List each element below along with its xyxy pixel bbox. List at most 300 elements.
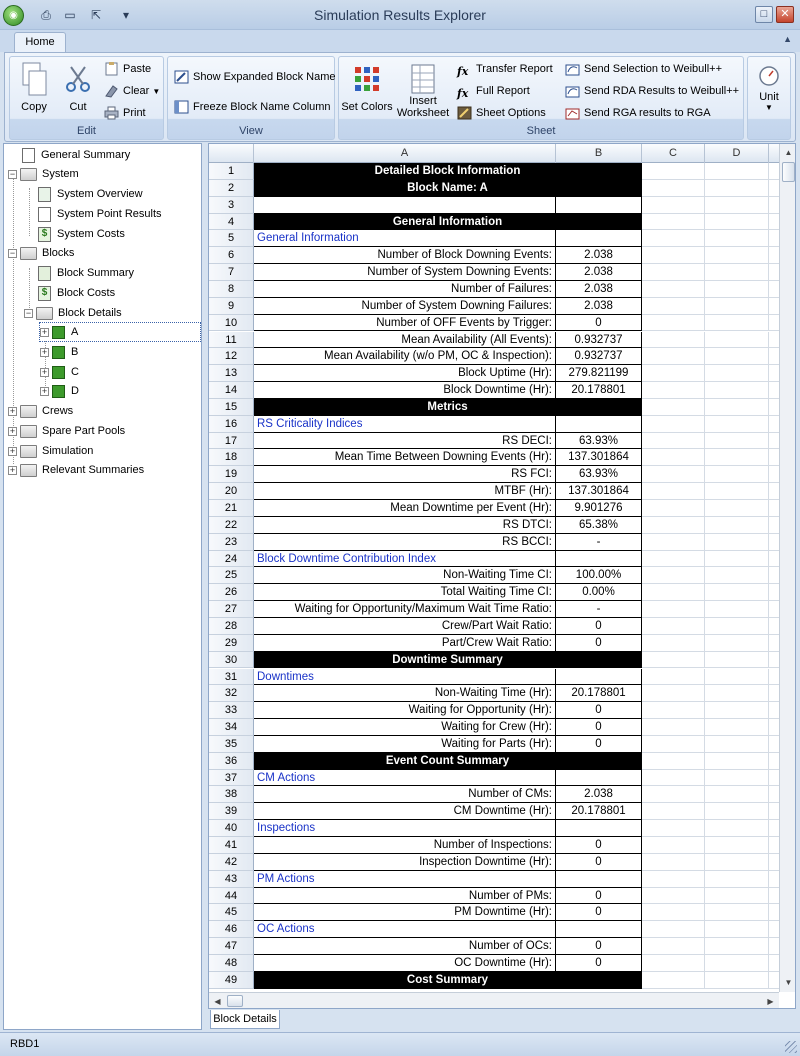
row-number[interactable]: 36 xyxy=(209,753,254,770)
export-icon[interactable]: ⇱ xyxy=(90,8,102,22)
row-number[interactable]: 16 xyxy=(209,416,254,433)
value-cell[interactable] xyxy=(556,871,642,888)
value-cell[interactable]: 2.038 xyxy=(556,786,642,803)
value-cell[interactable] xyxy=(556,669,642,686)
empty-cell[interactable] xyxy=(705,332,769,349)
ribbon-minimize-icon[interactable]: ▲ xyxy=(783,34,792,44)
empty-cell[interactable] xyxy=(705,230,769,247)
section-label-cell[interactable]: CM Actions xyxy=(254,770,556,787)
row-number[interactable]: 19 xyxy=(209,466,254,483)
cut-button[interactable] xyxy=(58,61,98,113)
empty-cell[interactable] xyxy=(642,281,705,298)
sheet-options-button[interactable] xyxy=(457,103,546,123)
label-cell[interactable]: Number of OCs: xyxy=(254,938,556,955)
tree-item-blocks[interactable] xyxy=(8,244,74,262)
row-number[interactable]: 31 xyxy=(209,669,254,686)
section-label-cell[interactable]: OC Actions xyxy=(254,921,556,938)
empty-cell[interactable] xyxy=(642,601,705,618)
insert-worksheet-button[interactable] xyxy=(395,61,451,119)
label-cell[interactable]: MTBF (Hr): xyxy=(254,483,556,500)
empty-cell[interactable] xyxy=(642,652,705,669)
empty-cell[interactable] xyxy=(705,904,769,921)
empty-cell[interactable] xyxy=(642,197,705,214)
label-cell[interactable]: Number of CMs: xyxy=(254,786,556,803)
section-label-cell[interactable]: Downtimes xyxy=(254,669,556,686)
empty-cell[interactable] xyxy=(642,669,705,686)
label-cell[interactable]: Mean Downtime per Event (Hr): xyxy=(254,500,556,517)
value-cell[interactable]: 20.178801 xyxy=(556,685,642,702)
paste-button[interactable] xyxy=(104,59,151,79)
row-number[interactable]: 23 xyxy=(209,534,254,551)
label-cell[interactable]: Number of System Downing Failures: xyxy=(254,298,556,315)
empty-cell[interactable] xyxy=(705,972,769,989)
empty-cell[interactable] xyxy=(642,584,705,601)
row-number[interactable]: 39 xyxy=(209,803,254,820)
row-number[interactable]: 22 xyxy=(209,517,254,534)
label-cell[interactable]: Number of Inspections: xyxy=(254,837,556,854)
row-number[interactable]: 44 xyxy=(209,888,254,905)
label-cell[interactable]: Waiting for Crew (Hr): xyxy=(254,719,556,736)
empty-cell[interactable] xyxy=(642,702,705,719)
row-number[interactable]: 9 xyxy=(209,298,254,315)
empty-cell[interactable] xyxy=(705,264,769,281)
empty-cell[interactable] xyxy=(705,197,769,214)
value-cell[interactable]: 279.821199 xyxy=(556,365,642,382)
row-number[interactable]: 49 xyxy=(209,972,254,989)
label-cell[interactable]: RS FCI: xyxy=(254,466,556,483)
empty-cell[interactable] xyxy=(642,449,705,466)
expand-icon[interactable]: + xyxy=(41,385,48,396)
tree-item-system-costs[interactable] xyxy=(38,225,125,243)
section-header-cell[interactable]: Block Name: A xyxy=(254,180,642,197)
label-cell[interactable]: Number of Block Downing Events: xyxy=(254,247,556,264)
empty-cell[interactable] xyxy=(642,803,705,820)
empty-cell[interactable] xyxy=(642,938,705,955)
label-cell[interactable]: Part/Crew Wait Ratio: xyxy=(254,635,556,652)
expand-icon[interactable]: + xyxy=(41,346,48,357)
tab-home[interactable]: Home xyxy=(14,32,66,53)
column-header-d[interactable]: D xyxy=(705,144,769,163)
empty-cell[interactable] xyxy=(705,702,769,719)
empty-cell[interactable] xyxy=(705,298,769,315)
row-number[interactable]: 30 xyxy=(209,652,254,669)
value-cell[interactable] xyxy=(556,416,642,433)
section-label-cell[interactable]: Block Downtime Contribution Index xyxy=(254,551,556,568)
empty-cell[interactable] xyxy=(642,298,705,315)
value-cell[interactable]: 100.00% xyxy=(556,567,642,584)
label-cell[interactable]: Number of PMs: xyxy=(254,888,556,905)
row-number[interactable]: 4 xyxy=(209,214,254,231)
section-header-cell[interactable]: Detailed Block Information xyxy=(254,163,642,180)
section-label-cell[interactable]: General Information xyxy=(254,230,556,247)
empty-cell[interactable] xyxy=(642,786,705,803)
expand-icon[interactable]: + xyxy=(41,326,48,337)
vertical-scrollbar[interactable] xyxy=(779,144,796,992)
tree-item-block-c[interactable] xyxy=(40,363,79,381)
empty-cell[interactable] xyxy=(642,871,705,888)
expand-icon[interactable]: + xyxy=(9,464,16,475)
row-number[interactable]: 12 xyxy=(209,348,254,365)
label-cell[interactable]: Crew/Part Wait Ratio: xyxy=(254,618,556,635)
empty-cell[interactable] xyxy=(705,635,769,652)
label-cell[interactable]: Number of OFF Events by Trigger: xyxy=(254,315,556,332)
customize-icon[interactable]: ▾ xyxy=(122,8,130,22)
empty-cell[interactable] xyxy=(642,534,705,551)
empty-cell[interactable] xyxy=(705,685,769,702)
empty-cell[interactable] xyxy=(642,230,705,247)
scroll-right-icon[interactable]: ▶ xyxy=(767,997,774,1006)
value-cell[interactable]: 0.932737 xyxy=(556,332,642,349)
empty-cell[interactable] xyxy=(705,669,769,686)
section-label-cell[interactable]: Inspections xyxy=(254,820,556,837)
full-report-button[interactable] xyxy=(457,81,530,101)
row-number[interactable]: 8 xyxy=(209,281,254,298)
row-number[interactable]: 47 xyxy=(209,938,254,955)
value-cell[interactable]: 2.038 xyxy=(556,247,642,264)
tree-item-block-summary[interactable] xyxy=(38,264,134,282)
collapse-icon[interactable]: − xyxy=(25,307,32,318)
label-cell[interactable]: Block Uptime (Hr): xyxy=(254,365,556,382)
value-cell[interactable]: 0 xyxy=(556,635,642,652)
empty-cell[interactable] xyxy=(705,416,769,433)
expand-icon[interactable]: + xyxy=(9,445,16,456)
empty-cell[interactable] xyxy=(705,618,769,635)
value-cell[interactable]: - xyxy=(556,534,642,551)
label-cell[interactable]: Mean Availability (All Events): xyxy=(254,332,556,349)
value-cell[interactable]: 65.38% xyxy=(556,517,642,534)
empty-cell[interactable] xyxy=(642,365,705,382)
value-cell[interactable]: 0 xyxy=(556,904,642,921)
row-number[interactable]: 5 xyxy=(209,230,254,247)
row-number[interactable]: 27 xyxy=(209,601,254,618)
label-cell[interactable]: Number of System Downing Events: xyxy=(254,264,556,281)
row-number[interactable]: 33 xyxy=(209,702,254,719)
row-number[interactable]: 18 xyxy=(209,449,254,466)
row-number[interactable]: 15 xyxy=(209,399,254,416)
row-number[interactable]: 14 xyxy=(209,382,254,399)
sheet-tab-block-details[interactable]: Block Details xyxy=(210,1010,280,1029)
empty-cell[interactable] xyxy=(642,247,705,264)
row-number[interactable]: 38 xyxy=(209,786,254,803)
horizontal-scroll-thumb[interactable] xyxy=(227,995,243,1007)
scroll-left-icon[interactable]: ◀ xyxy=(214,997,221,1006)
tree-item-general-summary[interactable] xyxy=(22,146,130,164)
row-number[interactable]: 7 xyxy=(209,264,254,281)
freeze-block-name-column-button[interactable] xyxy=(174,97,331,117)
send-rga-button[interactable] xyxy=(565,103,711,123)
section-header-cell[interactable]: Event Count Summary xyxy=(254,753,642,770)
set-colors-button[interactable] xyxy=(341,61,393,113)
empty-cell[interactable] xyxy=(705,315,769,332)
empty-cell[interactable] xyxy=(642,567,705,584)
vertical-scroll-thumb[interactable] xyxy=(782,162,795,182)
row-number[interactable]: 32 xyxy=(209,685,254,702)
tree-item-block-d[interactable] xyxy=(40,382,79,400)
empty-cell[interactable] xyxy=(642,399,705,416)
row-number[interactable]: 26 xyxy=(209,584,254,601)
empty-cell[interactable] xyxy=(642,500,705,517)
empty-cell[interactable] xyxy=(642,685,705,702)
empty-cell[interactable] xyxy=(705,348,769,365)
empty-cell[interactable] xyxy=(642,416,705,433)
column-header-c[interactable]: C xyxy=(642,144,705,163)
empty-cell[interactable] xyxy=(642,719,705,736)
empty-cell[interactable] xyxy=(705,753,769,770)
empty-cell[interactable] xyxy=(642,955,705,972)
empty-cell[interactable] xyxy=(705,180,769,197)
value-cell[interactable] xyxy=(556,921,642,938)
print-icon[interactable]: ⎙ xyxy=(41,8,51,22)
tree-item-relevant-summaries[interactable] xyxy=(8,461,144,479)
horizontal-scrollbar[interactable] xyxy=(209,992,779,1009)
empty-cell[interactable] xyxy=(705,786,769,803)
send-rda-weibull-button[interactable] xyxy=(565,81,739,101)
empty-cell[interactable] xyxy=(705,803,769,820)
label-cell[interactable]: RS DECI: xyxy=(254,433,556,450)
clear-button[interactable] xyxy=(104,81,160,101)
value-cell[interactable]: 0 xyxy=(556,719,642,736)
tree-item-block-b[interactable] xyxy=(40,343,78,361)
preview-icon[interactable]: ▭ xyxy=(64,8,76,22)
label-cell[interactable] xyxy=(254,197,556,214)
column-header-a[interactable]: A xyxy=(254,144,556,163)
value-cell[interactable]: 0 xyxy=(556,618,642,635)
row-number[interactable]: 34 xyxy=(209,719,254,736)
empty-cell[interactable] xyxy=(705,382,769,399)
row-number[interactable]: 46 xyxy=(209,921,254,938)
value-cell[interactable]: 0.00% xyxy=(556,584,642,601)
empty-cell[interactable] xyxy=(642,433,705,450)
label-cell[interactable]: Waiting for Parts (Hr): xyxy=(254,736,556,753)
row-number[interactable]: 13 xyxy=(209,365,254,382)
expand-icon[interactable]: + xyxy=(41,366,48,377)
row-number[interactable]: 37 xyxy=(209,770,254,787)
copy-button[interactable] xyxy=(14,61,54,113)
column-header-b[interactable]: B xyxy=(556,144,642,163)
value-cell[interactable]: 0 xyxy=(556,736,642,753)
value-cell[interactable]: 137.301864 xyxy=(556,483,642,500)
row-number[interactable]: 3 xyxy=(209,197,254,214)
value-cell[interactable]: 63.93% xyxy=(556,433,642,450)
row-number[interactable]: 35 xyxy=(209,736,254,753)
label-cell[interactable]: CM Downtime (Hr): xyxy=(254,803,556,820)
value-cell[interactable]: 2.038 xyxy=(556,298,642,315)
tree-item-system-point-results[interactable] xyxy=(38,205,162,223)
empty-cell[interactable] xyxy=(642,618,705,635)
value-cell[interactable]: 2.038 xyxy=(556,281,642,298)
row-number[interactable]: 2 xyxy=(209,180,254,197)
tree-item-system[interactable] xyxy=(8,165,79,183)
resize-grip-icon[interactable] xyxy=(785,1041,797,1053)
empty-cell[interactable] xyxy=(642,517,705,534)
label-cell[interactable]: Non-Waiting Time CI: xyxy=(254,567,556,584)
row-number[interactable]: 17 xyxy=(209,433,254,450)
value-cell[interactable]: 0 xyxy=(556,888,642,905)
empty-cell[interactable] xyxy=(642,635,705,652)
value-cell[interactable]: 0 xyxy=(556,702,642,719)
value-cell[interactable]: 0 xyxy=(556,955,642,972)
section-header-cell[interactable]: Metrics xyxy=(254,399,642,416)
empty-cell[interactable] xyxy=(642,163,705,180)
label-cell[interactable]: Non-Waiting Time (Hr): xyxy=(254,685,556,702)
collapse-icon[interactable]: − xyxy=(9,168,16,179)
empty-cell[interactable] xyxy=(642,854,705,871)
row-number[interactable]: 42 xyxy=(209,854,254,871)
empty-cell[interactable] xyxy=(642,904,705,921)
value-cell[interactable]: 20.178801 xyxy=(556,382,642,399)
send-selection-weibull-button[interactable] xyxy=(565,59,722,79)
empty-cell[interactable] xyxy=(705,500,769,517)
empty-cell[interactable] xyxy=(642,382,705,399)
empty-cell[interactable] xyxy=(642,483,705,500)
row-number[interactable]: 48 xyxy=(209,955,254,972)
empty-cell[interactable] xyxy=(705,652,769,669)
empty-cell[interactable] xyxy=(642,264,705,281)
empty-cell[interactable] xyxy=(642,180,705,197)
empty-cell[interactable] xyxy=(705,247,769,264)
application-orb-button[interactable]: ◉ xyxy=(3,5,24,26)
collapse-icon[interactable]: − xyxy=(9,247,16,258)
empty-cell[interactable] xyxy=(705,736,769,753)
label-cell[interactable]: RS DTCI: xyxy=(254,517,556,534)
value-cell[interactable]: 0 xyxy=(556,938,642,955)
empty-cell[interactable] xyxy=(642,837,705,854)
empty-cell[interactable] xyxy=(705,433,769,450)
row-number[interactable]: 45 xyxy=(209,904,254,921)
empty-cell[interactable] xyxy=(642,820,705,837)
section-header-cell[interactable]: Downtime Summary xyxy=(254,652,642,669)
label-cell[interactable]: Mean Availability (w/o PM, OC & Inspection): xyxy=(254,348,556,365)
section-header-cell[interactable]: General Information xyxy=(254,214,642,231)
empty-cell[interactable] xyxy=(705,871,769,888)
label-cell[interactable]: Inspection Downtime (Hr): xyxy=(254,854,556,871)
empty-cell[interactable] xyxy=(705,955,769,972)
empty-cell[interactable] xyxy=(705,281,769,298)
section-header-cell[interactable]: Cost Summary xyxy=(254,972,642,989)
empty-cell[interactable] xyxy=(705,551,769,568)
empty-cell[interactable] xyxy=(705,399,769,416)
row-number[interactable]: 1 xyxy=(209,163,254,180)
maximize-button[interactable]: □ xyxy=(755,6,773,23)
row-number[interactable]: 20 xyxy=(209,483,254,500)
close-button[interactable]: ✕ xyxy=(776,6,794,23)
value-cell[interactable]: 137.301864 xyxy=(556,449,642,466)
empty-cell[interactable] xyxy=(642,753,705,770)
row-number[interactable]: 6 xyxy=(209,247,254,264)
empty-cell[interactable] xyxy=(705,820,769,837)
empty-cell[interactable] xyxy=(705,770,769,787)
tree-item-spare-part-pools[interactable] xyxy=(8,422,125,440)
empty-cell[interactable] xyxy=(705,449,769,466)
label-cell[interactable]: OC Downtime (Hr): xyxy=(254,955,556,972)
row-number[interactable]: 11 xyxy=(209,332,254,349)
value-cell[interactable] xyxy=(556,820,642,837)
value-cell[interactable]: 0 xyxy=(556,854,642,871)
row-number[interactable]: 41 xyxy=(209,837,254,854)
scroll-down-icon[interactable]: ▼ xyxy=(784,978,793,987)
unit-button[interactable] xyxy=(750,65,788,112)
empty-cell[interactable] xyxy=(705,837,769,854)
empty-cell[interactable] xyxy=(642,888,705,905)
value-cell[interactable] xyxy=(556,551,642,568)
value-cell[interactable] xyxy=(556,770,642,787)
show-expanded-block-name-button[interactable] xyxy=(174,67,335,87)
value-cell[interactable]: 0 xyxy=(556,837,642,854)
label-cell[interactable]: Waiting for Opportunity (Hr): xyxy=(254,702,556,719)
empty-cell[interactable] xyxy=(705,921,769,938)
empty-cell[interactable] xyxy=(705,938,769,955)
empty-cell[interactable] xyxy=(705,888,769,905)
tree-item-system-overview[interactable] xyxy=(38,185,143,203)
empty-cell[interactable] xyxy=(642,551,705,568)
empty-cell[interactable] xyxy=(705,584,769,601)
label-cell[interactable]: Mean Time Between Downing Events (Hr): xyxy=(254,449,556,466)
value-cell[interactable]: 0.932737 xyxy=(556,348,642,365)
empty-cell[interactable] xyxy=(705,601,769,618)
row-number[interactable]: 28 xyxy=(209,618,254,635)
empty-cell[interactable] xyxy=(705,567,769,584)
value-cell[interactable]: 63.93% xyxy=(556,466,642,483)
tree-item-simulation[interactable] xyxy=(8,442,93,460)
empty-cell[interactable] xyxy=(705,214,769,231)
empty-cell[interactable] xyxy=(705,719,769,736)
empty-cell[interactable] xyxy=(642,972,705,989)
empty-cell[interactable] xyxy=(705,534,769,551)
section-label-cell[interactable]: PM Actions xyxy=(254,871,556,888)
value-cell[interactable]: - xyxy=(556,601,642,618)
label-cell[interactable]: Block Downtime (Hr): xyxy=(254,382,556,399)
select-all-corner[interactable] xyxy=(209,144,254,163)
label-cell[interactable]: Number of Failures: xyxy=(254,281,556,298)
label-cell[interactable]: Waiting for Opportunity/Maximum Wait Time Ratio: xyxy=(254,601,556,618)
value-cell[interactable] xyxy=(556,230,642,247)
row-number[interactable]: 29 xyxy=(209,635,254,652)
tree-item-block-details[interactable] xyxy=(24,304,122,322)
value-cell[interactable]: 0 xyxy=(556,315,642,332)
label-cell[interactable]: Total Waiting Time CI: xyxy=(254,584,556,601)
value-cell[interactable] xyxy=(556,197,642,214)
label-cell[interactable]: RS BCCI: xyxy=(254,534,556,551)
section-label-cell[interactable]: RS Criticality Indices xyxy=(254,416,556,433)
empty-cell[interactable] xyxy=(642,348,705,365)
row-number[interactable]: 24 xyxy=(209,551,254,568)
row-number[interactable]: 21 xyxy=(209,500,254,517)
empty-cell[interactable] xyxy=(642,736,705,753)
empty-cell[interactable] xyxy=(642,921,705,938)
empty-cell[interactable] xyxy=(642,466,705,483)
empty-cell[interactable] xyxy=(705,517,769,534)
tree-item-block-a[interactable] xyxy=(40,323,200,341)
print-button[interactable] xyxy=(104,103,146,123)
row-number[interactable]: 40 xyxy=(209,820,254,837)
value-cell[interactable]: 2.038 xyxy=(556,264,642,281)
empty-cell[interactable] xyxy=(705,466,769,483)
value-cell[interactable]: 9.901276 xyxy=(556,500,642,517)
empty-cell[interactable] xyxy=(705,483,769,500)
empty-cell[interactable] xyxy=(705,365,769,382)
empty-cell[interactable] xyxy=(642,214,705,231)
scroll-up-icon[interactable]: ▲ xyxy=(784,148,793,157)
empty-cell[interactable] xyxy=(642,770,705,787)
transfer-report-button[interactable] xyxy=(457,59,553,79)
label-cell[interactable]: PM Downtime (Hr): xyxy=(254,904,556,921)
empty-cell[interactable] xyxy=(642,332,705,349)
empty-cell[interactable] xyxy=(642,315,705,332)
row-number[interactable]: 25 xyxy=(209,567,254,584)
empty-cell[interactable] xyxy=(705,163,769,180)
empty-cell[interactable] xyxy=(705,854,769,871)
tree-item-block-costs[interactable] xyxy=(38,284,115,302)
